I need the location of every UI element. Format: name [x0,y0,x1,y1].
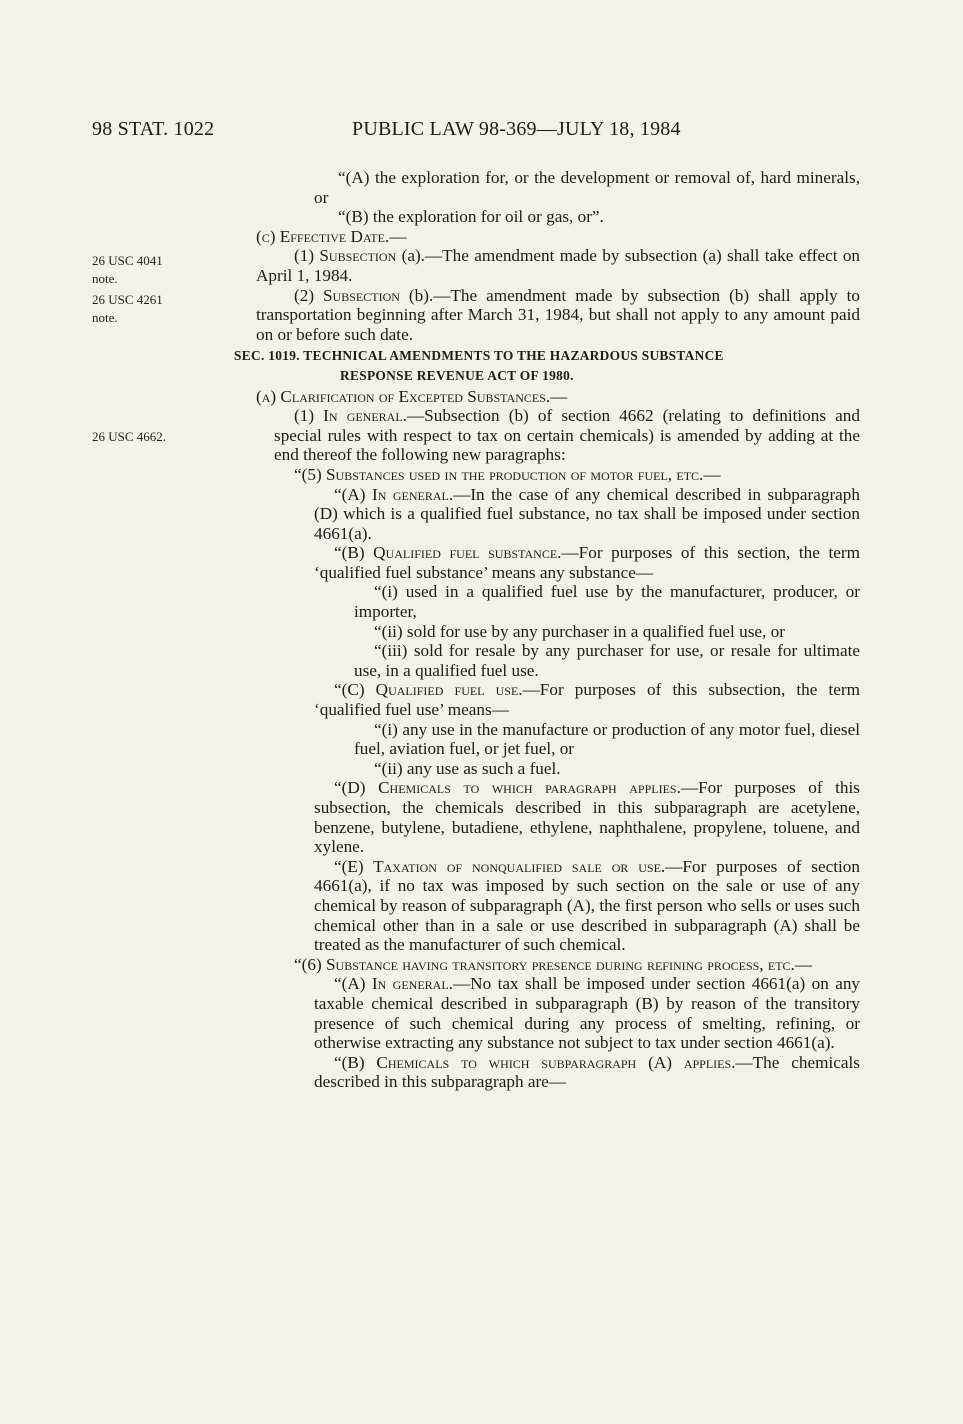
clause-5c-ii: “(ii) any use as such a fuel. [374,758,561,778]
margin-note-usc-4041: 26 USC 4041 note. [92,253,163,286]
subparagraph-b-exploration: “(B) the exploration for oil or gas, or”. [338,207,604,227]
paragraph-5e [234,857,860,955]
paragraph-5d [234,778,860,856]
effective-date-heading: (c) Effective Date.— [256,226,407,246]
paragraph-6a-text: —No tax shall be imposed under section 4661(a) on any taxable chemical described in subparagraph (B) by reason of the transitory presence of such chemical during any process of smelting, refining, or otherwise extracting any substance not subject to tax under section 4661(a). [314,974,861,1053]
margin-note-usc-4662: 26 USC 4662. [92,429,167,444]
subsection-a-label: (1) Subsection [294,246,397,266]
paragraph-5c-label: “(C) Qualified fuel use. [334,680,523,700]
section-heading-line-2: RESPONSE REVENUE ACT OF 1980. [340,367,574,383]
effective-date-subsection-a [234,246,860,285]
body-text [234,168,860,1092]
statute-page-number: 98 STAT. 1022 [92,118,215,140]
paragraph-6b-label: “(B) Chemicals to which subparagraph (A) applies. [334,1052,736,1072]
effective-date-subsection-b [234,286,860,345]
paragraph-5e-text: —For purposes of section 4661(a), if no tax was imposed by such section on the sale or use of any chemical by reason of subparagraph (A), the first person who sells or uses such chemical other than in a sale or use described in subparagraph (A) shall be treated as the manufacturer of such chemical. [314,856,860,955]
paragraph-5c [234,680,860,719]
paragraph-5b [234,543,860,582]
clause-5b-ii: “(ii) sold for use by any purchaser in a qualified fuel use, or [374,621,785,641]
paragraph-1-label: (1) In general. [294,406,407,426]
subsection-a-text: (a).—The amendment made by subsection (a) shall take effect on April 1, 1984. [256,246,861,285]
paragraph-6a [234,974,860,1052]
paragraph-5d-label: “(D) Chemicals to which paragraph applies. [334,778,681,798]
section-1019-heading [234,346,860,385]
section-heading-line-1: SEC. 1019. TECHNICAL AMENDMENTS TO THE HAZARDOUS SUBSTANCE [234,348,724,364]
paragraph-5b-label: “(B) Qualified fuel substance. [334,543,562,563]
paragraph-1-in-general [234,406,860,465]
clarification-heading: (a) Clarification of Excepted Substances.— [256,386,568,406]
paragraph-5a-label: “(A) In general. [334,484,454,504]
paragraph-6-heading: “(6) Substance having transitory presence during refining process, etc.— [294,954,813,974]
paragraph-5d-text: —For purposes of this subsection, the chemicals described in this subparagraph are acetylene, benzene, butylene, butadiene, ethylene, naphthalene, propylene, toluene, and xylene. [314,778,860,857]
paragraph-6b [234,1053,860,1092]
subparagraph-a-exploration: “(A) the exploration for, or the development or removal of, hard minerals, or [314,168,860,207]
paragraph-5-heading: “(5) Substances used in the production of motor fuel, etc.— [294,464,721,484]
paragraph-5e-label: “(E) Taxation of nonqualified sale or use. [334,856,666,876]
paragraph-5b-text: —For purposes of this section, the term ‘qualified fuel substance’ means any substance— [314,543,860,582]
subsection-b-label: (2) Subsection [294,285,400,305]
subsection-b-text: (b).—The amendment made by subsection (b) shall apply to transportation beginning after March 31, 1984, but shall not apply to any amount paid on or before such date. [256,285,861,344]
clause-5b-i: “(i) used in a qualified fuel use by the manufacturer, producer, or importer, [354,582,860,622]
paragraph-6b-text: —The chemicals described in this subparagraph are— [314,1052,860,1092]
paragraph-1-text: —Subsection (b) of section 4662 (relating to definitions and special rules with respect to tax on certain chemicals) is amended by adding at the end thereof the following new paragraphs: [274,406,860,465]
page-header [92,118,862,146]
paragraph-5a-text: —In the case of any chemical described in subparagraph (D) which is a qualified fuel substance, no tax shall be imposed under section 4661(a). [314,484,860,543]
margin-note-usc-4261: 26 USC 4261 note. [92,292,163,325]
paragraph-5a [234,485,860,544]
public-law-title: PUBLIC LAW 98-369—JULY 18, 1984 [352,118,681,140]
paragraph-5c-text: —For purposes of this subsection, the term ‘qualified fuel use’ means— [314,680,860,720]
clause-5b-iii: “(iii) sold for resale by any purchaser for use, or resale for ultimate use, in a qualified fuel use. [354,641,860,680]
paragraph-6a-label: “(A) In general. [334,974,453,994]
clause-5c-i: “(i) any use in the manufacture or production of any motor fuel, diesel fuel, aviation fuel, or jet fuel, or [354,719,860,759]
